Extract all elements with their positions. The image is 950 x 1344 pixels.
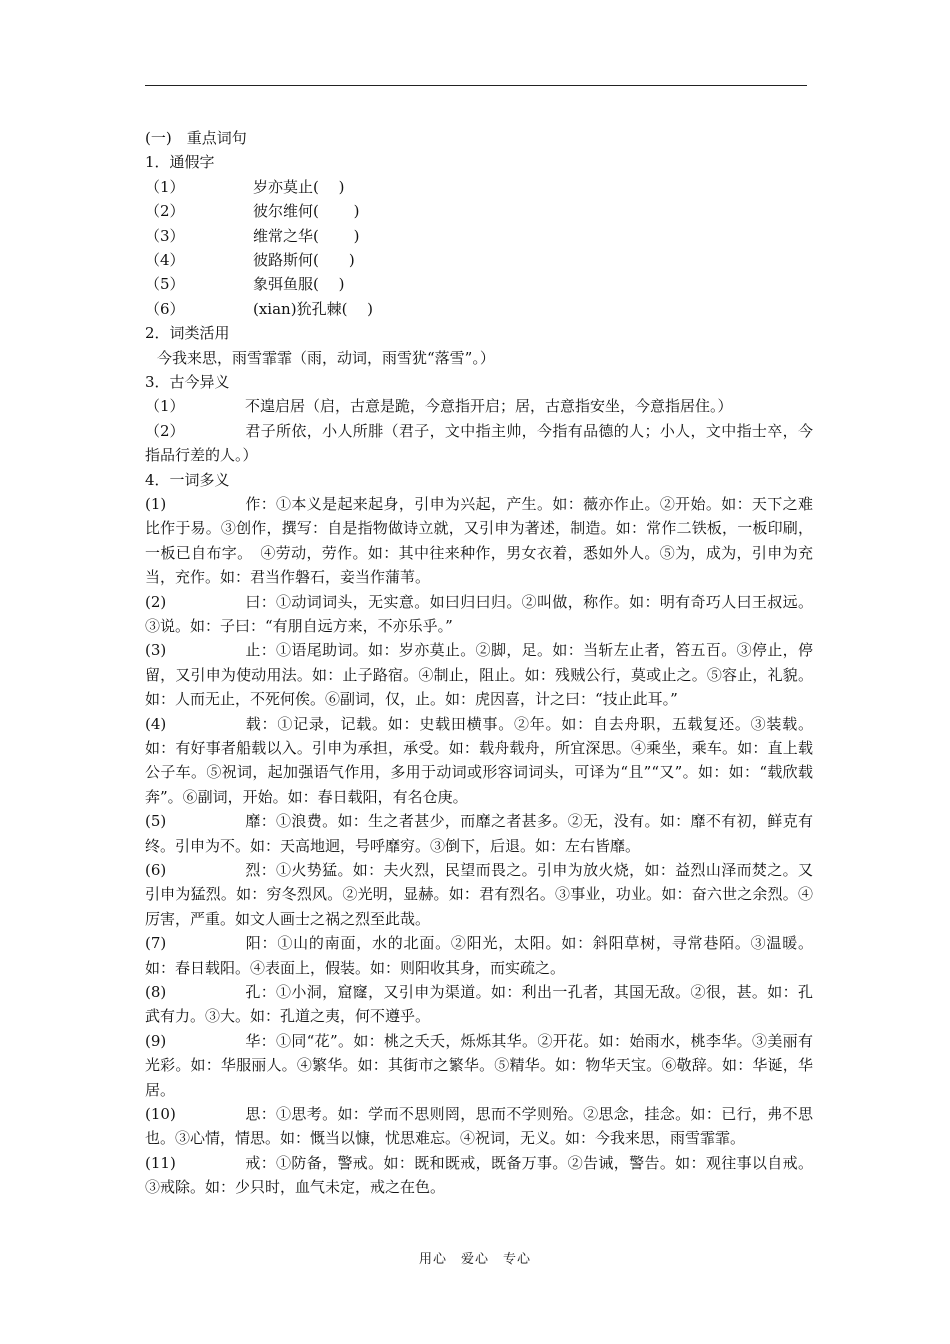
header-rule (145, 85, 807, 86)
list-item (145, 1151, 813, 1200)
list-item (145, 1029, 813, 1102)
item-text: (xian)狁孔棘( ) (253, 299, 374, 318)
list-item (145, 272, 813, 296)
heading-duoyi: 4．一词多义 (145, 470, 230, 489)
item-text: 作：①本义是起来起身，引申为兴起，产生。如：薇亦作止。②开始。如：天下之难比作于易。③创作，撰写：自是指物做诗立就，又引申为著述，制造。如：常作二铁板，一板印刷，一板已自布字。 ④劳动，劳作。如：其中往来种作，男女衣着，悉如外人。⑤为，成为，引申为充当，充作。如：君当作磐石，妾当作蒲苇。 (145, 494, 813, 587)
item-number: （6） (145, 299, 185, 318)
document-body (145, 126, 813, 1200)
list-item (145, 590, 813, 639)
item-text: 彼尔维何( ) (253, 202, 360, 221)
list-item (145, 931, 813, 980)
item-number: （5） (145, 275, 185, 294)
item-text: 维常之华( ) (253, 226, 360, 245)
item-text: 戒：①防备，警戒。如：既和既戒，既备万事。②告诫，警告。如：观往事以自戒。③戒除。如：少只时，血气未定，戒之在色。 (145, 1153, 813, 1197)
list-item (145, 712, 813, 810)
item-number: (10) (145, 1105, 176, 1124)
item-text: 岁亦莫止( ) (253, 177, 345, 196)
list-item (145, 175, 813, 199)
list-item (145, 248, 813, 272)
item-number: (11) (145, 1153, 176, 1172)
item-text: 象弭鱼服( ) (253, 275, 345, 294)
item-number: (1) (145, 494, 167, 513)
item-number: （2） (145, 202, 185, 221)
item-text: 载：①记录，记载。如：史载田横事。②年。如：自去舟职，五载复还。③装载。如：有好事者船载以入。引申为承担，承受。如：载舟载舟，所宜深思。④乘坐，乘车。如：直上载公子车。⑤祝词，起加强语气作用，多用于动词或形容词词头，可译为“且”“又”。如：如：“载欣载奔”。⑥副词，开始。如：春日载阳，有名仓庚。 (145, 714, 813, 806)
item-text: 思：①思考。如：学而不思则罔，思而不学则殆。②思念，挂念。如：已行，弗不思也。③心情，情思。如：慨当以慷，忧思难忘。④祝词，无义。如：今我来思，雨雪霏霏。 (145, 1105, 813, 1148)
cilei-text: 今我来思，雨雪霏霏（雨，动词，雨雪犹“落雪”。） (157, 348, 495, 367)
list-item (145, 858, 813, 931)
item-text: 君子所依，小人所腓（君子，文中指主帅，今指有品德的人；小人，文中指士卒，今指品行差的人。） (145, 421, 813, 465)
page-footer: 用心 爱心 专心 (418, 1252, 531, 1267)
list-item (145, 638, 813, 711)
list-item (145, 224, 813, 248)
heading-tongjia: 1．通假字 (145, 153, 215, 172)
list-item (145, 1102, 813, 1151)
item-number: （3） (145, 226, 185, 245)
item-text: 曰：①动词词头，无实意。如曰归曰归。②叫做，称作。如：明有奇巧人曰王叔远。③说。如：子曰：“有朋自远方来，不亦乐乎。” (145, 592, 813, 635)
item-text: 阳：①山的南面，水的北面。②阳光，太阳。如：斜阳草树，寻常巷陌。③温暖。如：春日载阳。④表面上，假装。如：则阳收其身，而实疏之。 (145, 934, 813, 977)
item-text: 不遑启居（启，古意是跪，今意指开启；居，古意指安坐，今意指居住。） (245, 397, 733, 416)
item-text: 止：①语尾助词。如：岁亦莫止。②脚，足。如：当斩左止者，笞五百。③停止，停留，又引申为使动用法。如：止子路宿。④制止，阻止。如：残贼公行，莫或止之。⑤容止，礼貌。如：人而无止，不死何俟。⑥副词，仅，止。如：虎因喜，计之曰：“技止此耳。” (145, 641, 813, 709)
item-number: （2） (145, 421, 185, 440)
list-item (145, 394, 813, 418)
item-number: (2) (145, 592, 167, 611)
item-text: 孔：①小洞，窟窿，又引申为渠道。如：利出一孔者，其国无敌。②很，甚。如：孔武有力。③大。如：孔道之夷，何不遵乎。 (145, 983, 813, 1026)
item-number: (3) (145, 641, 167, 660)
item-text: 靡：①浪费。如：生之者甚少，而靡之者甚多。②无，没有。如：靡不有初，鲜克有终。引申为不。如：天高地迥，号呼靡穷。③倒下，后退。如：左右皆靡。 (145, 812, 813, 855)
list-item (145, 980, 813, 1029)
item-number: （1） (145, 397, 185, 416)
item-number: (9) (145, 1031, 167, 1050)
list-item (145, 297, 813, 321)
list-item (145, 419, 813, 468)
item-number: （1） (145, 177, 185, 196)
list-item (145, 809, 813, 858)
heading-gujin: 3．古今异义 (145, 372, 230, 391)
item-text: 华：①同“花”。如：桃之夭夭，烁烁其华。②开花。如：始雨水，桃李华。③美丽有光彩。如：华服丽人。④繁华。如：其街市之繁华。⑤精华。如：物华天宝。⑥敬辞。如：华诞，华居。 (145, 1031, 813, 1099)
item-number: (5) (145, 812, 167, 831)
list-item (145, 199, 813, 223)
list-item (145, 492, 813, 590)
heading-cilei: 2．词类活用 (145, 324, 230, 343)
section-title: (一) 重点词句 (145, 129, 247, 147)
item-text: 彼路斯何( ) (253, 250, 355, 269)
item-number: (6) (145, 861, 167, 879)
item-number: (8) (145, 983, 167, 1002)
item-number: （4） (145, 250, 185, 269)
item-text: 烈：①火势猛。如：夫火烈，民望而畏之。引申为放火烧，如：益烈山泽而焚之。又引申为猛烈。如：穷冬烈风。②光明，显赫。如：君有烈名。③事业，功业。如：奋六世之余烈。④厉害，严重。如文人画士之祸之烈至此哉。 (145, 861, 813, 928)
item-number: (7) (145, 934, 167, 953)
item-number: (4) (145, 714, 167, 733)
